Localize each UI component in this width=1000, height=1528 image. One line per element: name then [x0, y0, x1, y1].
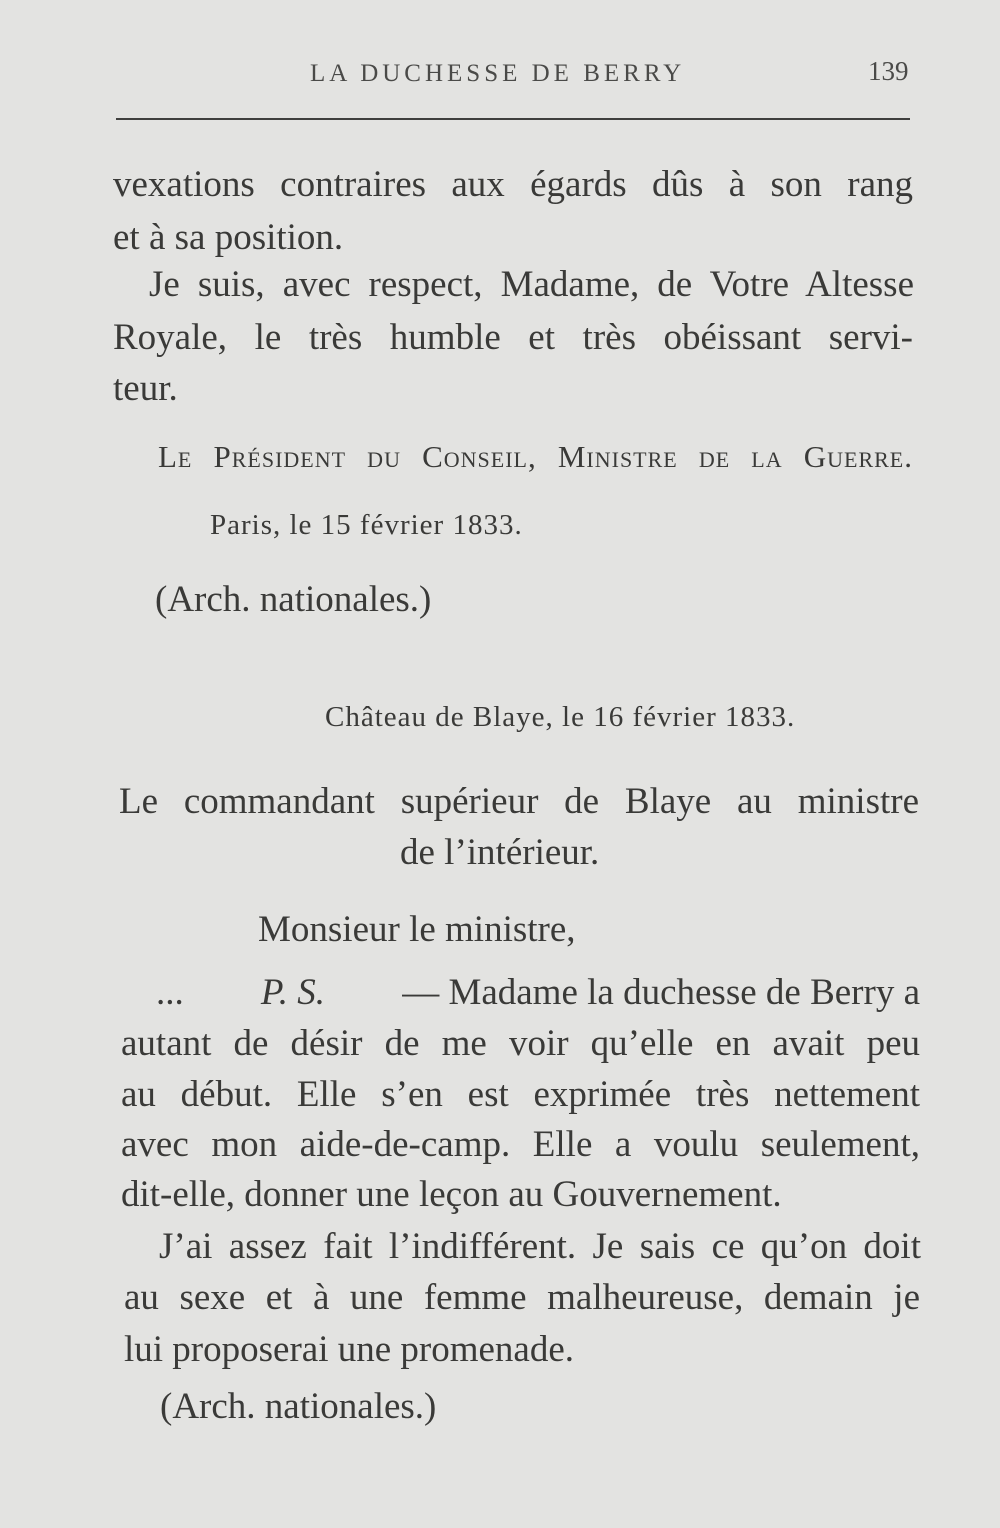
text-line: lui proposerai une promenade. — [124, 1329, 575, 1370]
text-line: Royale, le très humble et très obéissant servi- — [113, 317, 913, 358]
signature: Le Président du Conseil, Ministre de la Guerre. — [158, 439, 913, 474]
dateline: Château de Blaye, le 16 février 1833. — [325, 701, 796, 733]
letter-date: Paris, le 15 février 1833. — [210, 509, 523, 541]
text-line: J’ai assez fait l’indifférent. Je sais ce qu’on doit — [159, 1226, 921, 1267]
salutation: Monsieur le ministre, — [258, 909, 576, 950]
ps-text: — Madame la duchesse de Berry a — [402, 972, 920, 1013]
ps-label: P. S. — [260, 972, 326, 1013]
postscript-first-line — [156, 968, 920, 1018]
running-title: LA DUCHESSE DE BERRY — [310, 60, 686, 87]
letter-heading: Le commandant supérieur de Blaye au ministre — [119, 781, 919, 822]
page-number: 139 — [868, 56, 909, 86]
text-line: teur. — [113, 368, 178, 409]
letter-heading: de l’intérieur. — [400, 832, 600, 873]
text-line: Je suis, avec respect, Madame, de Votre Altesse — [149, 264, 914, 305]
ellipsis: ... — [156, 972, 184, 1013]
archive-source: (Arch. nationales.) — [155, 579, 432, 620]
archive-source: (Arch. nationales.) — [160, 1386, 437, 1427]
text-line: autant de désir de me voir qu’elle en avait peu — [121, 1023, 920, 1064]
running-head — [0, 52, 1000, 92]
text-line: et à sa position. — [113, 217, 344, 258]
text-line: dit-elle, donner une leçon au Gouvernement. — [121, 1174, 782, 1215]
text-line: vexations contraires aux égards dûs à son rang — [113, 164, 913, 205]
header-rule — [116, 118, 910, 120]
text-line: au début. Elle s’en est exprimée très nettement — [121, 1074, 920, 1115]
text-line: avec mon aide-de-camp. Elle a voulu seulement, — [121, 1124, 920, 1165]
text-line: au sexe et à une femme malheureuse, demain je — [124, 1277, 920, 1318]
